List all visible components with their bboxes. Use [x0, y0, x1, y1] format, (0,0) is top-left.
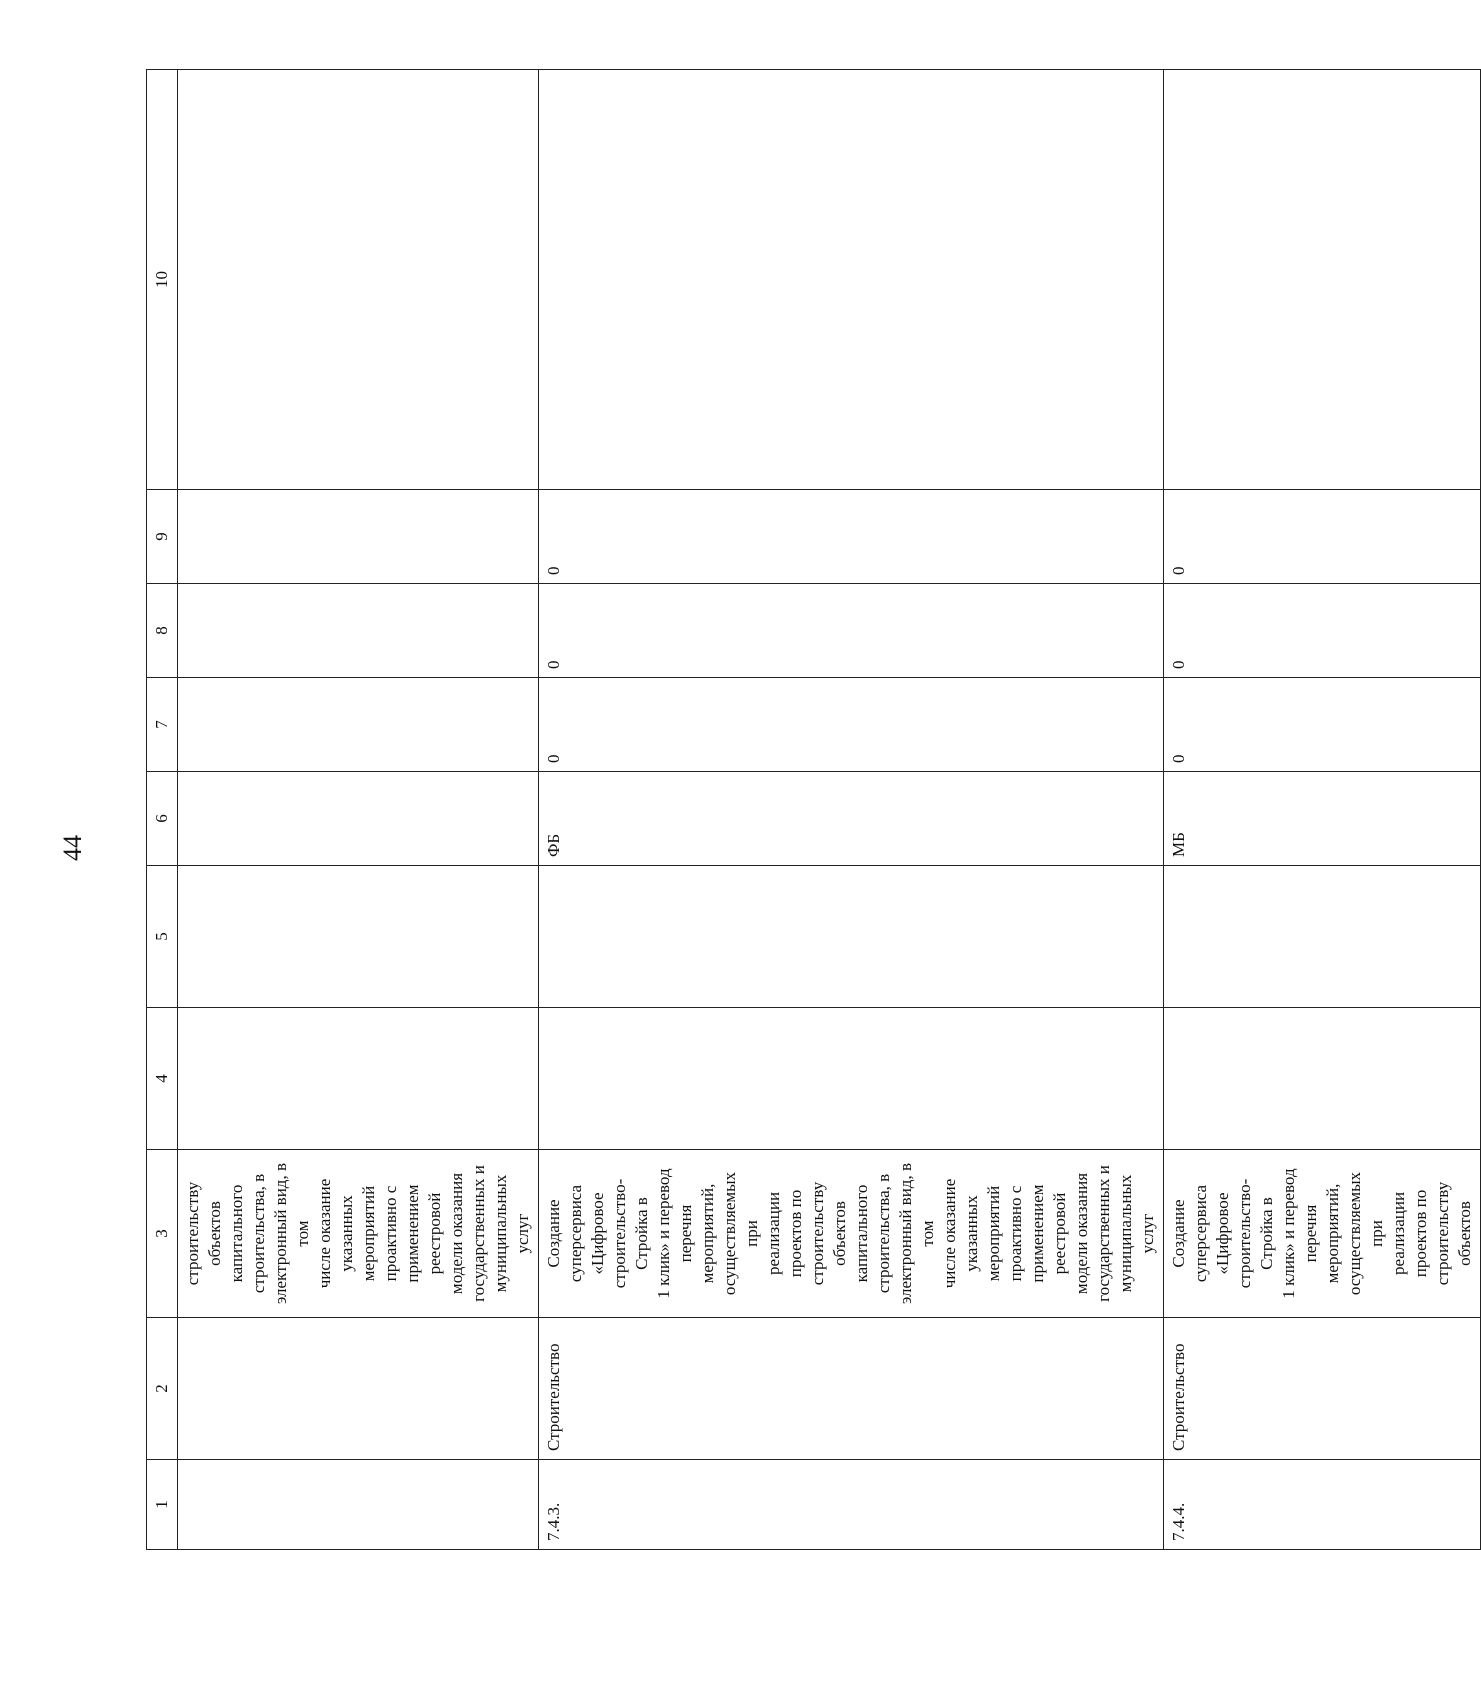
- column-number: 9: [147, 490, 178, 584]
- cell-col9: 0: [539, 490, 1164, 584]
- table-row: [1164, 70, 1481, 1550]
- cell-col10: [1164, 70, 1481, 490]
- cell-col4: [1164, 1008, 1481, 1150]
- cell-number: 7.4.4.: [1164, 1460, 1481, 1550]
- column-number: 1: [147, 1460, 178, 1550]
- cell-col8: [178, 584, 539, 678]
- column-number: 8: [147, 584, 178, 678]
- cell-description: строительству объектов капитального строительства, в электронный вид, в том числе оказание указанных мероприятий проактивно с применением реестровой модели оказания государственных и муниципальных услуг: [178, 1150, 539, 1318]
- cell-col5: [1164, 866, 1481, 1008]
- cell-col5: [539, 866, 1164, 1008]
- cell-number: [178, 1460, 539, 1550]
- column-number: 3: [147, 1150, 178, 1318]
- cell-source: МБ: [1164, 772, 1481, 866]
- page-number: 44: [58, 835, 87, 861]
- cell-description: Создание суперсервиса «Цифровое строительство-Стройка в 1 клик» и перевод перечня мероприятий, осуществляемых при реализации проектов по строительству объектов: [1164, 1150, 1481, 1318]
- cell-sector: Строительство: [1164, 1318, 1481, 1460]
- cell-col10: [539, 70, 1164, 490]
- cell-col9: [178, 490, 539, 584]
- column-number: 5: [147, 866, 178, 1008]
- cell-col7: 0: [539, 678, 1164, 772]
- column-number: 2: [147, 1318, 178, 1460]
- cell-sector: [178, 1318, 539, 1460]
- cell-col8: 0: [539, 584, 1164, 678]
- cell-col8: 0: [1164, 584, 1481, 678]
- cell-description: Создание суперсервиса «Цифровое строительство-Стройка в 1 клик» и перевод перечня мероприятий, осуществляемых при реализации проектов по строительству объектов капитального строительства, в электронный вид, в том числе оказание указанных мероприятий проактивно с применением реестровой модели оказания государственных и муниципальных услуг: [539, 1150, 1164, 1318]
- data-table: [146, 69, 1481, 1550]
- table-row: [178, 70, 539, 1550]
- cell-col7: [178, 678, 539, 772]
- table-row: [539, 70, 1164, 1550]
- cell-col5: [178, 866, 539, 1008]
- cell-col4: [178, 1008, 539, 1150]
- cell-col7: 0: [1164, 678, 1481, 772]
- column-number: 10: [147, 70, 178, 490]
- cell-source: [178, 772, 539, 866]
- cell-number: 7.4.3.: [539, 1460, 1164, 1550]
- cell-source: ФБ: [539, 772, 1164, 866]
- cell-col10: [178, 70, 539, 490]
- cell-col4: [539, 1008, 1164, 1150]
- cell-sector: Строительство: [539, 1318, 1164, 1460]
- column-number-row: [147, 70, 178, 1550]
- column-number: 7: [147, 678, 178, 772]
- column-number: 4: [147, 1008, 178, 1150]
- rotated-table-wrapper: [146, 70, 1474, 1550]
- column-number: 6: [147, 772, 178, 866]
- cell-col9: 0: [1164, 490, 1481, 584]
